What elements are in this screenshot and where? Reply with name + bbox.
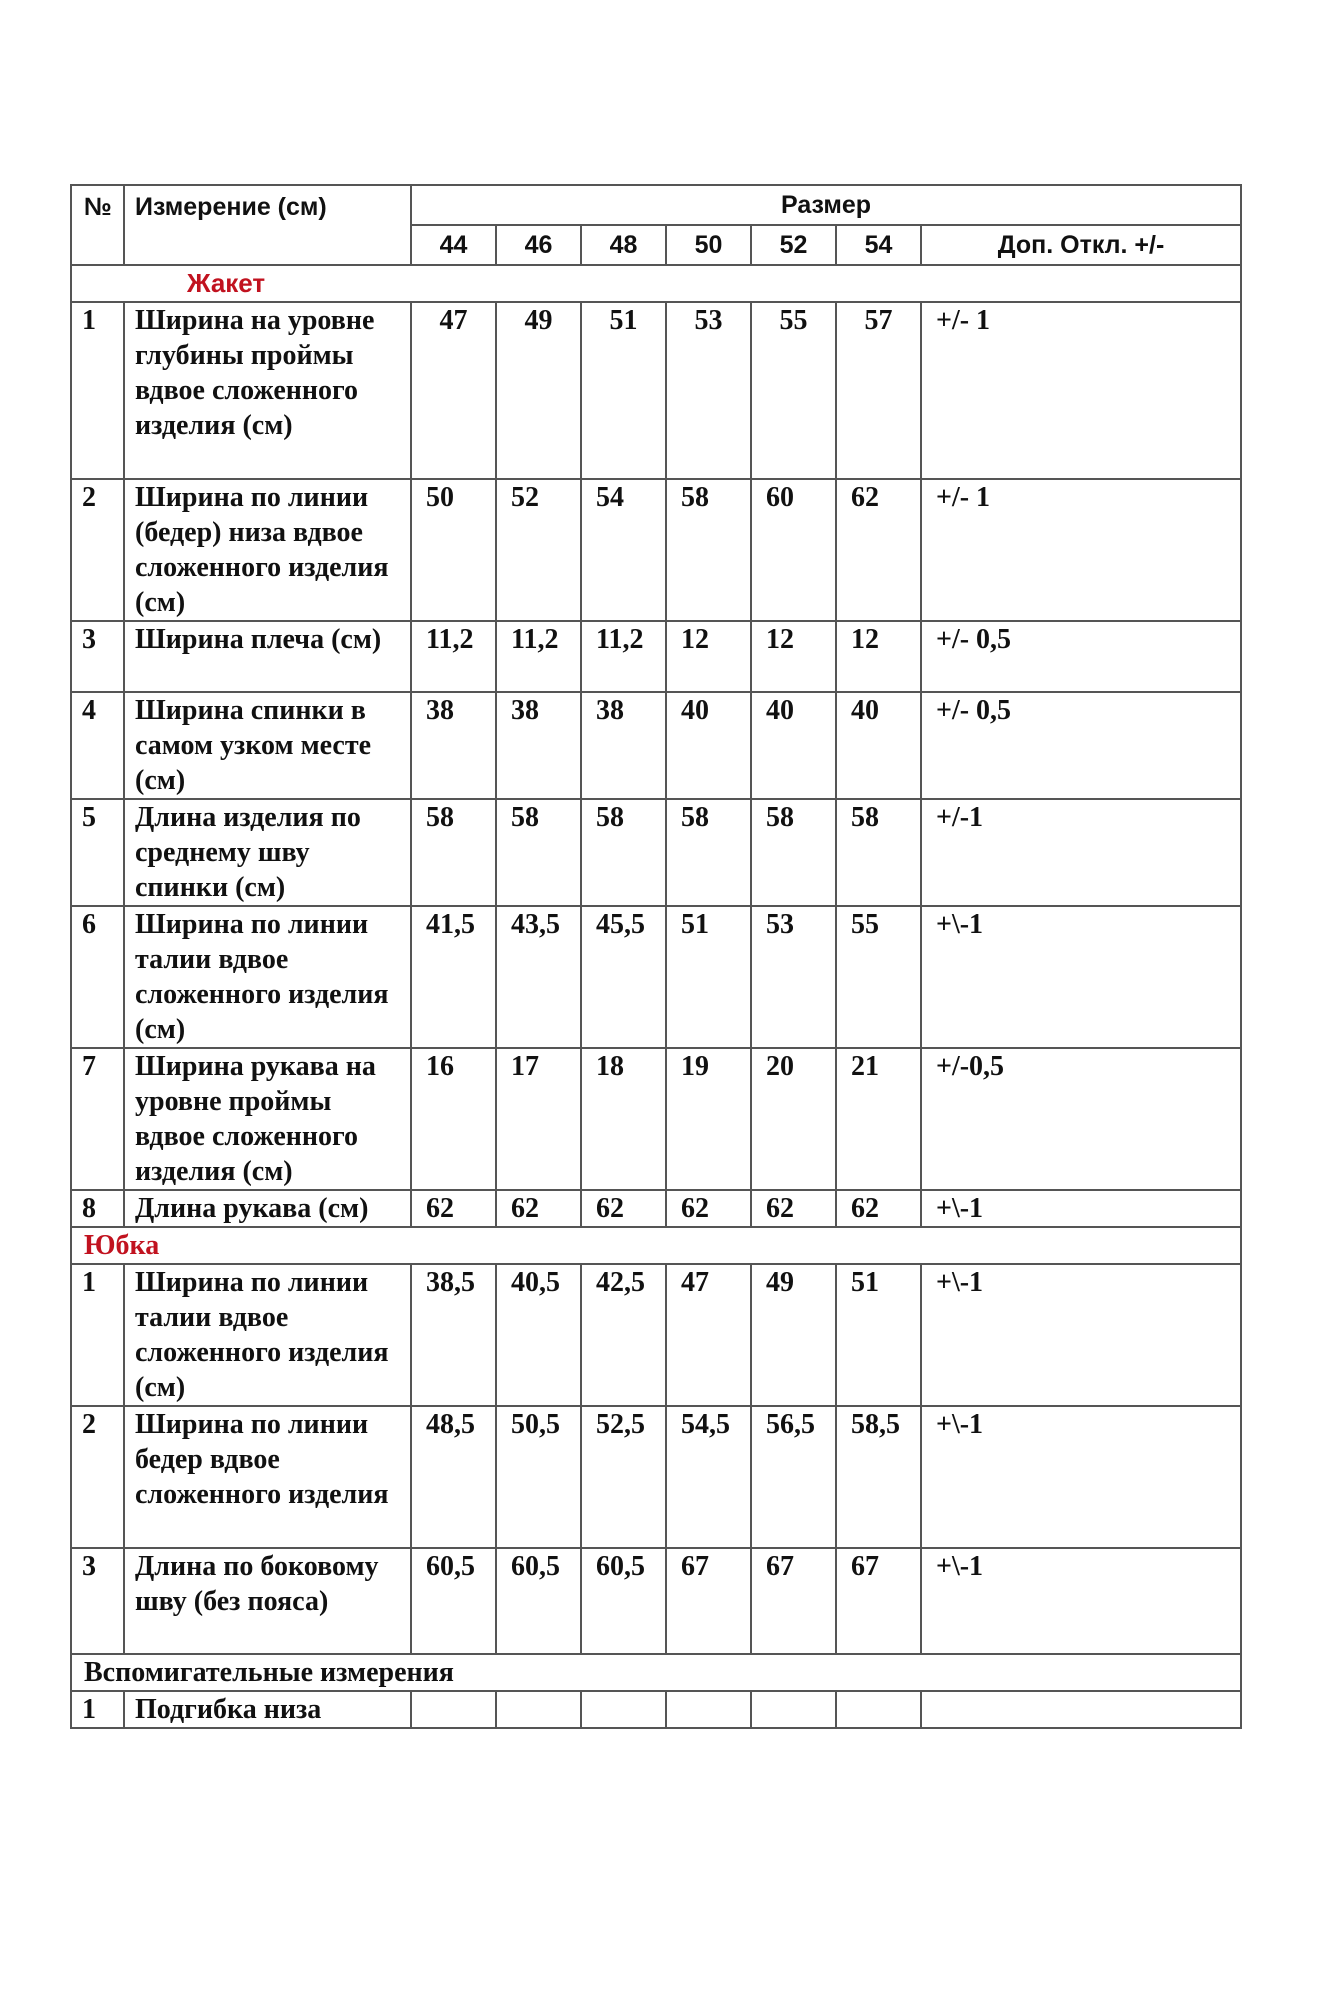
value-cell: 47 [666, 1264, 751, 1406]
value-cell: 52 [496, 479, 581, 621]
row-name: Ширина по линии (бедер) низа вдвое сложенного изделия (см) [124, 479, 411, 621]
value-cell [836, 1691, 921, 1728]
row-name: Ширина рукава на уровне проймы вдвое сложенного изделия (см) [124, 1048, 411, 1190]
value-cell: 55 [836, 906, 921, 1048]
row-name: Ширина по линии талии вдвое сложенного изделия (см) [124, 906, 411, 1048]
value-cell: 48,5 [411, 1406, 496, 1548]
section-jacket-row [71, 265, 1241, 302]
value-cell: 19 [666, 1048, 751, 1190]
value-cell: 38 [411, 692, 496, 799]
value-cell: 45,5 [581, 906, 666, 1048]
value-cell: 62 [836, 479, 921, 621]
value-cell: 21 [836, 1048, 921, 1190]
value-cell: 62 [836, 1190, 921, 1227]
value-cell: 67 [751, 1548, 836, 1654]
section-aux-title: Вспомигательные измерения [71, 1654, 1241, 1691]
value-cell [581, 1691, 666, 1728]
value-cell: 58 [666, 479, 751, 621]
value-cell: 17 [496, 1048, 581, 1190]
deviation-cell: +/- 1 [921, 479, 1241, 621]
value-cell: 54 [581, 479, 666, 621]
deviation-cell: +/-0,5 [921, 1048, 1241, 1190]
row-name: Длина изделия по среднему шву спинки (см) [124, 799, 411, 906]
value-cell: 38 [581, 692, 666, 799]
value-cell: 51 [581, 302, 666, 479]
value-cell: 62 [411, 1190, 496, 1227]
row-number: 2 [71, 479, 124, 621]
size-chart-table [70, 184, 1242, 1729]
row-number: 2 [71, 1406, 124, 1548]
value-cell: 53 [666, 302, 751, 479]
row-name: Ширина на уровне глубины проймы вдвое сложенного изделия (см) [124, 302, 411, 479]
table-row [71, 1048, 1241, 1190]
value-cell [496, 1691, 581, 1728]
table-row [71, 1548, 1241, 1654]
value-cell: 12 [836, 621, 921, 692]
value-cell: 11,2 [411, 621, 496, 692]
value-cell: 11,2 [581, 621, 666, 692]
row-name: Ширина спинки в самом узком месте (см) [124, 692, 411, 799]
row-number: 5 [71, 799, 124, 906]
table-row [71, 1406, 1241, 1548]
row-number: 1 [71, 302, 124, 479]
value-cell: 12 [751, 621, 836, 692]
header-size-54: 54 [836, 225, 921, 265]
value-cell: 20 [751, 1048, 836, 1190]
header-size: Размер [411, 185, 1241, 225]
row-name: Ширина по линии талии вдвое сложенного изделия (см) [124, 1264, 411, 1406]
value-cell: 43,5 [496, 906, 581, 1048]
value-cell: 38 [496, 692, 581, 799]
value-cell: 58 [836, 799, 921, 906]
row-name: Подгибка низа [124, 1691, 411, 1728]
value-cell: 58 [496, 799, 581, 906]
value-cell [751, 1691, 836, 1728]
header-size-44: 44 [411, 225, 496, 265]
value-cell: 52,5 [581, 1406, 666, 1548]
value-cell: 60 [751, 479, 836, 621]
value-cell: 47 [411, 302, 496, 479]
value-cell: 62 [581, 1190, 666, 1227]
section-skirt-row [71, 1227, 1241, 1264]
header-no: № [71, 185, 124, 265]
value-cell: 16 [411, 1048, 496, 1190]
value-cell: 55 [751, 302, 836, 479]
value-cell: 60,5 [496, 1548, 581, 1654]
row-number: 1 [71, 1691, 124, 1728]
row-number: 7 [71, 1048, 124, 1190]
value-cell: 49 [751, 1264, 836, 1406]
header-deviation: Доп. Откл. +/- [921, 225, 1241, 265]
value-cell: 58 [581, 799, 666, 906]
value-cell: 50,5 [496, 1406, 581, 1548]
deviation-cell: +\-1 [921, 1190, 1241, 1227]
value-cell: 56,5 [751, 1406, 836, 1548]
value-cell: 60,5 [411, 1548, 496, 1654]
value-cell: 51 [666, 906, 751, 1048]
value-cell: 58 [411, 799, 496, 906]
table-row [71, 906, 1241, 1048]
table-row [71, 799, 1241, 906]
table-row [71, 1264, 1241, 1406]
value-cell: 41,5 [411, 906, 496, 1048]
section-aux-row [71, 1654, 1241, 1691]
deviation-cell: +\-1 [921, 1406, 1241, 1548]
value-cell: 40,5 [496, 1264, 581, 1406]
row-number: 8 [71, 1190, 124, 1227]
value-cell: 18 [581, 1048, 666, 1190]
header-size-50: 50 [666, 225, 751, 265]
header-size-48: 48 [581, 225, 666, 265]
value-cell: 67 [836, 1548, 921, 1654]
value-cell: 40 [836, 692, 921, 799]
value-cell: 53 [751, 906, 836, 1048]
row-number: 4 [71, 692, 124, 799]
table-row [71, 1190, 1241, 1227]
value-cell: 58,5 [836, 1406, 921, 1548]
value-cell: 42,5 [581, 1264, 666, 1406]
table-row [71, 621, 1241, 692]
header-size-52: 52 [751, 225, 836, 265]
row-number: 3 [71, 1548, 124, 1654]
table-row [71, 479, 1241, 621]
table-row [71, 302, 1241, 479]
row-name: Длина рукава (см) [124, 1190, 411, 1227]
value-cell: 38,5 [411, 1264, 496, 1406]
value-cell: 67 [666, 1548, 751, 1654]
value-cell: 54,5 [666, 1406, 751, 1548]
row-name: Длина по боковому шву (без пояса) [124, 1548, 411, 1654]
table-row [71, 692, 1241, 799]
value-cell: 60,5 [581, 1548, 666, 1654]
value-cell: 58 [751, 799, 836, 906]
value-cell: 49 [496, 302, 581, 479]
deviation-cell: +/- 1 [921, 302, 1241, 479]
table-row [71, 1691, 1241, 1728]
value-cell: 57 [836, 302, 921, 479]
value-cell [666, 1691, 751, 1728]
deviation-cell: +/-1 [921, 799, 1241, 906]
value-cell: 62 [666, 1190, 751, 1227]
deviation-cell: +/- 0,5 [921, 621, 1241, 692]
deviation-cell: +/- 0,5 [921, 692, 1241, 799]
header-measurement: Измерение (см) [124, 185, 411, 265]
section-skirt-title: Юбка [71, 1227, 1241, 1264]
deviation-cell [921, 1691, 1241, 1728]
section-jacket-title: Жакет [187, 265, 1017, 302]
value-cell: 62 [751, 1190, 836, 1227]
row-name: Ширина по линии бедер вдвое сложенного изделия [124, 1406, 411, 1548]
value-cell: 40 [751, 692, 836, 799]
row-number: 3 [71, 621, 124, 692]
deviation-cell: +\-1 [921, 906, 1241, 1048]
value-cell: 58 [666, 799, 751, 906]
header-row-1 [71, 185, 1241, 225]
deviation-cell: +\-1 [921, 1548, 1241, 1654]
value-cell: 50 [411, 479, 496, 621]
value-cell: 62 [496, 1190, 581, 1227]
header-size-46: 46 [496, 225, 581, 265]
row-number: 6 [71, 906, 124, 1048]
value-cell: 40 [666, 692, 751, 799]
row-number: 1 [71, 1264, 124, 1406]
value-cell [411, 1691, 496, 1728]
value-cell: 12 [666, 621, 751, 692]
deviation-cell: +\-1 [921, 1264, 1241, 1406]
value-cell: 51 [836, 1264, 921, 1406]
value-cell: 11,2 [496, 621, 581, 692]
row-name: Ширина плеча (см) [124, 621, 411, 692]
